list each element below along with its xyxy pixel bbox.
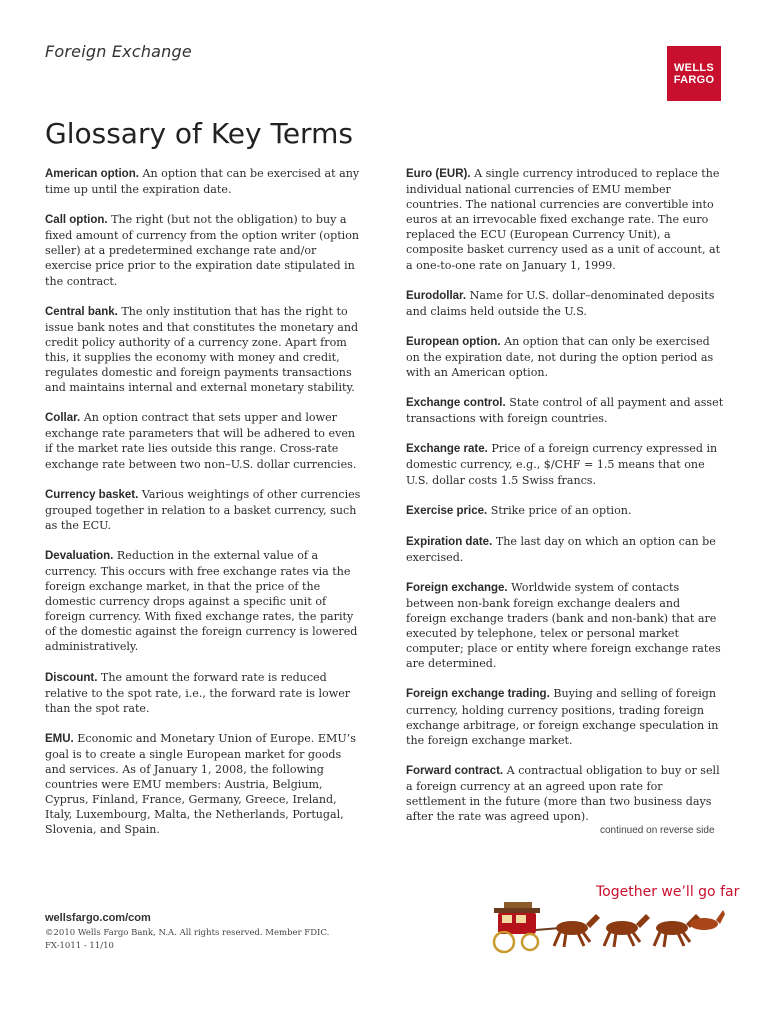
glossary-term: Foreign exchange trading. bbox=[406, 688, 550, 701]
glossary-entry bbox=[406, 763, 724, 824]
glossary-term: Central bank. bbox=[45, 305, 118, 318]
glossary-entry bbox=[45, 670, 363, 716]
glossary-definition: An option contract that sets upper and lower exchange rate parameters that will be adhered to even if the market rate lies outside this range. Cross-rate exchange rate between two non–U.S. dollar currencies. bbox=[45, 411, 357, 471]
section-title: Foreign Exchange bbox=[45, 42, 192, 61]
footer-url[interactable]: wellsfargo.com/com bbox=[45, 912, 151, 924]
glossary-entry bbox=[406, 441, 724, 487]
continued-note: continued on reverse side bbox=[600, 825, 715, 836]
glossary-term: American option. bbox=[45, 168, 139, 180]
glossary-entry bbox=[45, 212, 363, 288]
glossary-term: Discount. bbox=[45, 671, 98, 684]
glossary-entry bbox=[406, 580, 724, 672]
glossary-definition: An option that can only be exercised on the expiration date, not during the option period as with an American option. bbox=[406, 334, 714, 380]
slogan: Together we’ll go far bbox=[596, 884, 740, 900]
glossary-left-column bbox=[45, 166, 363, 852]
glossary-definition: Name for U.S. dollar–denominated deposits and claims held outside the U.S. bbox=[406, 288, 715, 318]
glossary-entry bbox=[406, 503, 724, 519]
glossary-entry bbox=[406, 334, 724, 380]
glossary-definition: Various weightings of other currencies grouped together in relation to a basket currency, such as the ECU. bbox=[45, 487, 361, 532]
logo-line-2: FARGO bbox=[673, 73, 715, 86]
logo-line-1: WELLS bbox=[674, 61, 714, 74]
glossary-definition: Reduction in the external value of a currency. This occurs with free exchange rates via the foreign exchange market, in that the price of the domestic currency drops against a specific unit of foreign currency. With fixed exchange rates, the parity of the domestic against the foreign currency is lowered administratively. bbox=[45, 548, 358, 654]
glossary-term: Forward contract. bbox=[406, 764, 504, 777]
glossary-definition: Worldwide system of contacts between non-bank foreign exchange dealers and foreign exchange traders (bank and non-bank) that are executed by telephone, telex or personal market computer; place or entity where foreign exchange rates are determined. bbox=[406, 580, 721, 671]
glossary-term: Euro (EUR). bbox=[406, 168, 471, 180]
glossary-entry bbox=[45, 304, 363, 396]
glossary-entry bbox=[45, 410, 363, 471]
glossary-entry bbox=[406, 686, 724, 747]
glossary-term: Call option. bbox=[45, 214, 108, 227]
glossary-definition: The right (but not the obligation) to buy a fixed amount of currency from the option writer (option seller) at a predetermined exchange rate and/or exercise price prior to the expiration date stipulated in the contract. bbox=[45, 213, 360, 288]
glossary-definition: The only institution that has the right to issue bank notes and that constitutes the monetary and credit policy authority of a currency zone. Apart from this, it supplies the economy with money and credit, regulates domestic and foreign payments transactions and maintains internal and external monetary stability. bbox=[45, 304, 359, 395]
glossary-term: Devaluation. bbox=[45, 549, 114, 562]
page-title: Glossary of Key Terms bbox=[45, 117, 353, 150]
glossary-right-column bbox=[406, 166, 724, 839]
glossary-term: European option. bbox=[406, 335, 501, 348]
glossary-definition: The last day on which an option can be exercised. bbox=[406, 534, 716, 564]
glossary-entry bbox=[406, 288, 724, 319]
glossary-term: Expiration date. bbox=[406, 535, 493, 548]
glossary-definition: Strike price of an option. bbox=[490, 503, 632, 517]
glossary-entry bbox=[406, 534, 724, 565]
glossary-term: Collar. bbox=[45, 412, 81, 425]
glossary-entry bbox=[406, 166, 724, 273]
copyright-text: ©2010 Wells Fargo Bank, N.A. All rights reserved. Member FDIC. bbox=[45, 928, 330, 938]
glossary-definition: A contractual obligation to buy or sell a foreign currency at an agreed upon rate for settlement in the future (more than two business days after the rate was agreed upon). bbox=[406, 763, 720, 824]
glossary-entry bbox=[45, 548, 363, 655]
glossary-term: Foreign exchange. bbox=[406, 581, 508, 594]
glossary-entry bbox=[45, 166, 363, 197]
glossary-definition: Price of a foreign currency expressed in domestic currency, e.g., $/CHF = 1.5 means that one U.S. dollar costs 1.5 Swiss francs. bbox=[406, 442, 718, 487]
glossary-definition: An option that can be exercised at any time up until the expiration date. bbox=[45, 167, 360, 197]
glossary-entry bbox=[406, 395, 724, 426]
glossary-definition: State control of all payment and asset transactions with foreign countries. bbox=[406, 396, 724, 426]
glossary-term: Currency basket. bbox=[45, 488, 139, 501]
glossary-definition: The amount the forward rate is reduced relative to the spot rate, i.e., the forward rate is lower than the spot rate. bbox=[45, 670, 351, 715]
stagecoach-icon bbox=[490, 900, 725, 955]
glossary-definition: Buying and selling of foreign currency, holding currency positions, trading foreign exchange arbitrage, or foreign exchange speculation in the foreign exchange market. bbox=[406, 687, 719, 747]
glossary-entry bbox=[45, 487, 363, 533]
glossary-entry bbox=[45, 731, 363, 838]
form-code: FX-1011 - 11/10 bbox=[45, 941, 114, 951]
wells-fargo-logo bbox=[667, 46, 721, 101]
glossary-term: Exercise price. bbox=[406, 504, 488, 517]
glossary-term: Exchange rate. bbox=[406, 443, 488, 456]
glossary-term: Eurodollar. bbox=[406, 289, 467, 302]
glossary-definition: A single currency introduced to replace the individual national currencies of EMU member countries. The national currencies are convertible into euros at an irrevocable fixed exchange rate. The euro replaced the ECU (European Currency Unit), a composite basket currency used as a unit of account, at a one-to-one rate on January 1, 1999. bbox=[406, 167, 721, 272]
glossary-term: Exchange control. bbox=[406, 397, 506, 410]
glossary-definition: Economic and Monetary Union of Europe. EMU’s goal is to create a single European market for goods and services. As of January 1, 2008, the following countries were EMU members: Austria, Belgium, Cyprus, Finland, France, Germany, Greece, Ireland, Italy, Luxembourg, Malta, the Netherlands, Portugal, Slovenia, and Spain. bbox=[45, 731, 356, 837]
glossary-term: EMU. bbox=[45, 732, 74, 745]
